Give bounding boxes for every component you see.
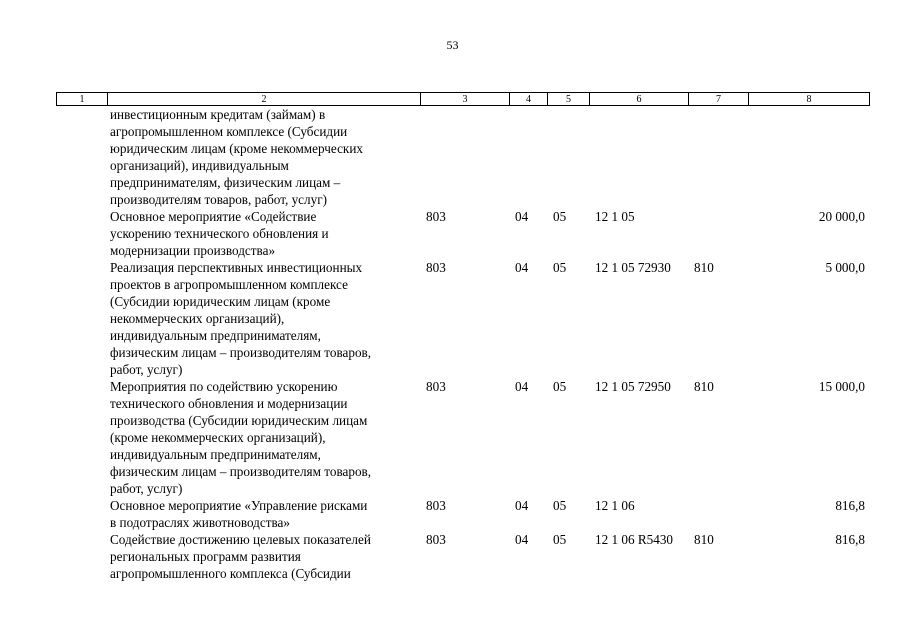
table-body xyxy=(57,106,870,583)
cell-col7: 810 xyxy=(689,378,749,497)
table-header xyxy=(57,93,870,106)
name-line: производства (Субсидии юридическим лицам xyxy=(110,413,368,428)
table-row xyxy=(57,531,870,582)
cell-col1 xyxy=(57,106,108,209)
cell-col7 xyxy=(689,106,749,209)
page-number: 53 xyxy=(446,38,459,52)
column-header-2: 2 xyxy=(108,93,421,106)
table-row xyxy=(57,208,870,259)
name-line: (кроме некоммерческих организаций), xyxy=(110,430,326,445)
cell-col1 xyxy=(57,208,108,259)
cell-col6: 12 1 05 72950 xyxy=(590,378,689,497)
cell-col7 xyxy=(689,208,749,259)
name-line: проектов в агропромышленном комплексе xyxy=(110,277,348,292)
name-line: юридическим лицам (кроме некоммерческих xyxy=(110,141,363,156)
cell-name xyxy=(108,208,421,259)
name-line: модернизации производства» xyxy=(110,243,276,258)
column-header-6: 6 xyxy=(590,93,689,106)
cell-col3 xyxy=(421,106,510,209)
cell-col6: 12 1 05 72930 xyxy=(590,259,689,378)
cell-col6: 12 1 06 xyxy=(590,497,689,531)
name-line: агропромышленного комплекса (Субсидии xyxy=(110,566,351,581)
cell-col8: 15 000,0 xyxy=(749,378,870,497)
column-header-3: 3 xyxy=(421,93,510,106)
name-line: предпринимателям, физическим лицам – xyxy=(110,175,341,190)
name-line: физическим лицам – производителям товаров, xyxy=(110,345,372,360)
table-row xyxy=(57,106,870,209)
column-header-1: 1 xyxy=(57,93,108,106)
cell-col5: 05 xyxy=(548,531,590,582)
cell-col5: 05 xyxy=(548,497,590,531)
cell-col8 xyxy=(749,106,870,209)
name-line: индивидуальным предпринимателям, xyxy=(110,447,321,462)
name-line: технического обновления и модернизации xyxy=(110,396,348,411)
column-header-7: 7 xyxy=(689,93,749,106)
cell-col4: 04 xyxy=(510,531,548,582)
name-line: Содействие достижению целевых показателей xyxy=(110,532,371,547)
cell-col1 xyxy=(57,378,108,497)
name-line: некоммерческих организаций), xyxy=(110,311,285,326)
name-line: производителям товаров, работ, услуг) xyxy=(110,192,327,207)
cell-name xyxy=(108,378,421,497)
name-line: ускорению технического обновления и xyxy=(110,226,329,241)
cell-name xyxy=(108,259,421,378)
name-line: региональных программ развития xyxy=(110,549,301,564)
cell-col3: 803 xyxy=(421,497,510,531)
cell-col3: 803 xyxy=(421,378,510,497)
name-line: агропромышленном комплексе (Субсидии xyxy=(110,124,348,139)
name-line: индивидуальным предпринимателям, xyxy=(110,328,321,343)
cell-col5: 05 xyxy=(548,378,590,497)
column-header-4: 4 xyxy=(510,93,548,106)
name-line: (Субсидии юридическим лицам (кроме xyxy=(110,294,331,309)
cell-col7 xyxy=(689,497,749,531)
cell-col5 xyxy=(548,106,590,209)
cell-col4: 04 xyxy=(510,497,548,531)
cell-col5: 05 xyxy=(548,208,590,259)
name-line: организаций), индивидуальным xyxy=(110,158,289,173)
budget-table xyxy=(56,92,870,582)
name-line: в подотраслях животноводства» xyxy=(110,515,291,530)
cell-col4 xyxy=(510,106,548,209)
header-row xyxy=(57,93,870,106)
table-row xyxy=(57,259,870,378)
cell-col8: 5 000,0 xyxy=(749,259,870,378)
name-line: физическим лицам – производителям товаров, xyxy=(110,464,372,479)
cell-col6: 12 1 06 R5430 xyxy=(590,531,689,582)
cell-col8: 816,8 xyxy=(749,531,870,582)
cell-name xyxy=(108,106,421,209)
cell-col3: 803 xyxy=(421,259,510,378)
cell-name xyxy=(108,497,421,531)
table-row xyxy=(57,378,870,497)
name-line: Основное мероприятие «Содействие xyxy=(110,209,317,224)
cell-col3: 803 xyxy=(421,531,510,582)
name-line: инвестиционным кредитам (займам) в xyxy=(110,107,326,122)
name-line: работ, услуг) xyxy=(110,362,183,377)
cell-col1 xyxy=(57,259,108,378)
name-line: Реализация перспективных инвестиционных xyxy=(110,260,363,275)
table-row xyxy=(57,497,870,531)
cell-name xyxy=(108,531,421,582)
cell-col5: 05 xyxy=(548,259,590,378)
cell-col4: 04 xyxy=(510,378,548,497)
name-line: Мероприятия по содействию ускорению xyxy=(110,379,338,394)
cell-col6: 12 1 05 xyxy=(590,208,689,259)
cell-col4: 04 xyxy=(510,208,548,259)
cell-col1 xyxy=(57,497,108,531)
cell-col7: 810 xyxy=(689,259,749,378)
cell-col8: 816,8 xyxy=(749,497,870,531)
name-line: Основное мероприятие «Управление рисками xyxy=(110,498,368,513)
cell-col6 xyxy=(590,106,689,209)
column-header-5: 5 xyxy=(548,93,590,106)
column-header-8: 8 xyxy=(749,93,870,106)
cell-col8: 20 000,0 xyxy=(749,208,870,259)
name-line: работ, услуг) xyxy=(110,481,183,496)
cell-col1 xyxy=(57,531,108,582)
cell-col7: 810 xyxy=(689,531,749,582)
cell-col3: 803 xyxy=(421,208,510,259)
cell-col4: 04 xyxy=(510,259,548,378)
